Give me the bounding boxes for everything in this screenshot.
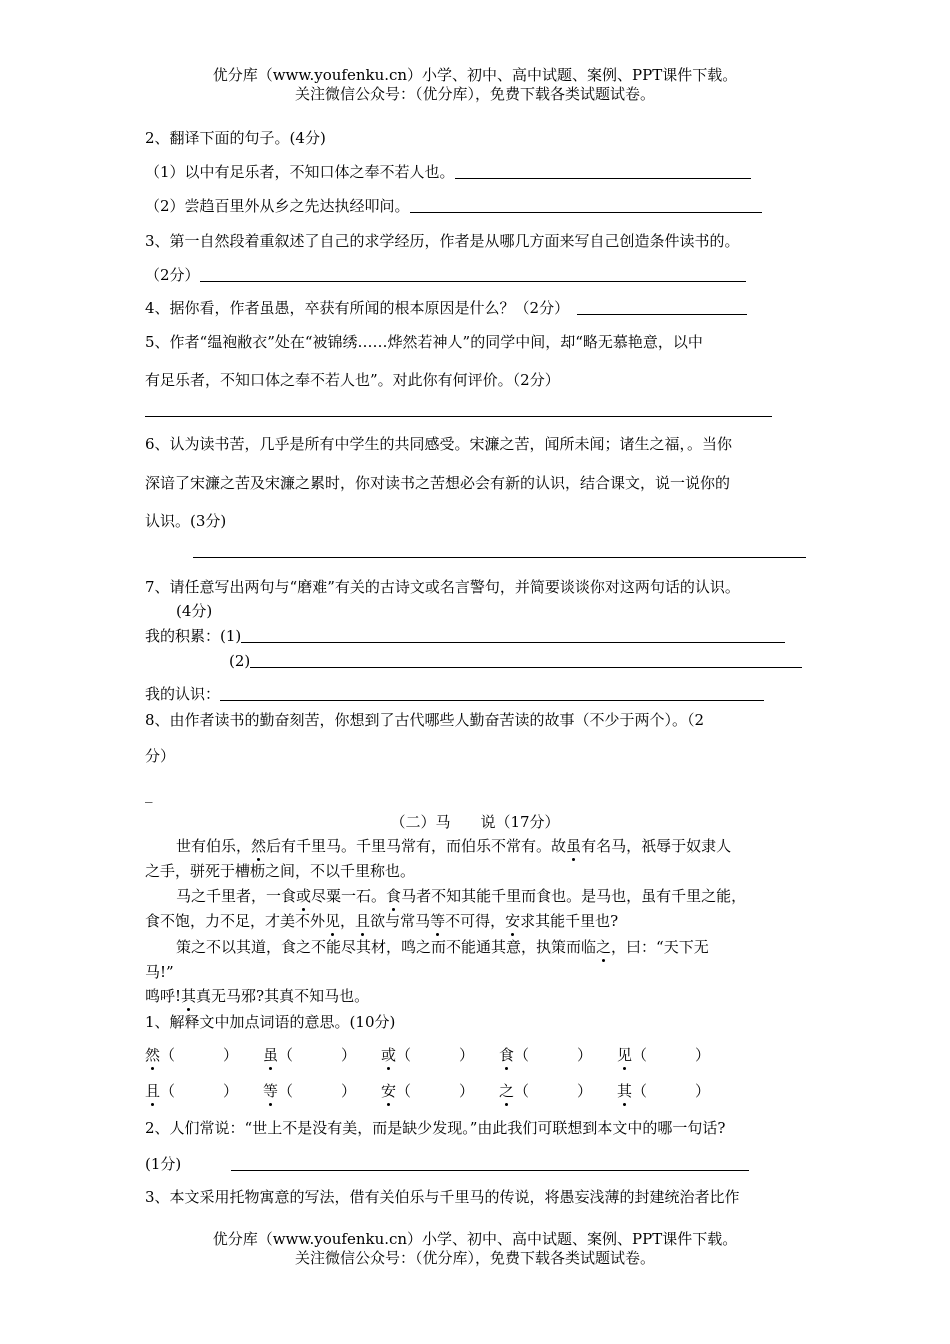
paren-open: （ [160, 1046, 176, 1064]
paren-close: ） [577, 1082, 593, 1100]
word-cell [381, 1044, 499, 1065]
part2-question-3: 3、本文采用托物寓意的写法，借有关伯乐与千里马的传说，将愚妄浅薄的封建统治者比作 [145, 1188, 740, 1206]
question-6-line-2: 深谙了宋濂之苦及宋濂之累时，你对读书之苦想必会有新的认识，结合课文，说一说你的 [145, 474, 731, 492]
question-6-line-1: 6、认为读书苦，几乎是所有中学生的共同感受。宋濂之苦，闻所未闻；诸生之福，。当你 [145, 435, 733, 453]
paren-close: ） [459, 1082, 475, 1100]
question-2-1-text: （1）以中有足乐者，不知口体之奉不若人也。 [145, 163, 455, 181]
dotted-word: 食 [499, 1046, 515, 1064]
text: 马者不知其能千里而食也。是马也，虽有千里之能， [401, 887, 747, 905]
text: 欲与常马 [370, 912, 431, 930]
question-6-line-3: 认识。(3分) [145, 512, 227, 530]
text: 策之不以其道，食之不能尽其材，鸣之而不能通其意，执策而临 [176, 938, 597, 956]
answer-line[interactable] [220, 685, 764, 701]
question-7-view [145, 684, 764, 704]
paren-open: （ [160, 1082, 176, 1100]
question-2-2 [145, 196, 762, 216]
answer-line[interactable] [455, 163, 751, 179]
paren-open: （ [632, 1046, 648, 1064]
part2-question-1: 1、解释文中加点词语的意思。(10分) [145, 1013, 396, 1031]
question-5-line-1: 5、作者“缊袍敝衣”处在“被锦绣……烨然若神人”的同学中间，却“略无慕艳意，以中 [145, 333, 703, 351]
answer-line[interactable] [145, 416, 772, 417]
dotted-word: 且 [145, 1082, 161, 1100]
dotted-word: 且 [355, 912, 371, 930]
stray-underscore: _ [145, 785, 153, 803]
paren-close: ） [223, 1082, 239, 1100]
part2-question-2: 2、人们常说：“世上不是没有美，而是缺少发现。”由此我们可联想到本文中的哪一句话? [145, 1119, 726, 1137]
header-line-1: 优分库（www.youfenku.cn）小学、初中、高中试题、案例、PPT课件下载。 [212, 66, 738, 84]
paren-open: （ [514, 1046, 530, 1064]
word-row-2 [145, 1080, 735, 1101]
text: 尽粟一石。 [311, 887, 387, 905]
accumulation-label: 我的积累： [145, 627, 221, 645]
answer-line[interactable] [577, 299, 747, 315]
word-cell [617, 1044, 735, 1065]
text: 求其能千里也? [520, 912, 619, 930]
question-3-score: （2分） [145, 266, 200, 284]
question-4-text: 4、据你看，作者虽愚，卒获有所闻的根本原因是什么？（2分） [145, 299, 570, 317]
section-title: （二）马 说（17分） [390, 813, 560, 831]
word-cell [381, 1080, 499, 1101]
question-3: 3、第一自然段着重叙述了自己的求学经历，作者是从哪几方面来写自己创造条件读书的。 [145, 232, 740, 250]
passage-p1-line-2: 之手，骈死于槽枥之间，不以千里称也。 [145, 862, 416, 880]
dotted-word: 虽 [566, 837, 582, 855]
passage-p2-line-1 [176, 886, 746, 906]
text: 鸣呼! [145, 987, 182, 1005]
paren-close: ） [695, 1082, 711, 1100]
dotted-word: 其 [181, 987, 197, 1005]
answer-line[interactable] [241, 627, 785, 643]
word-cell [499, 1044, 617, 1065]
item-number-1: (1) [220, 627, 242, 645]
answer-line[interactable] [250, 652, 802, 668]
dotted-word: 等 [263, 1082, 279, 1100]
paren-close: ） [341, 1046, 357, 1064]
dotted-word: 食 [386, 887, 402, 905]
word-cell [263, 1044, 381, 1065]
footer-line-2: 关注微信公众号：（优分库），免费下载各类试题试卷。 [294, 1249, 655, 1267]
part2-question-2-answer [145, 1154, 749, 1174]
passage-p2-line-2 [145, 911, 618, 931]
dotted-word: 或 [381, 1046, 397, 1064]
question-7-line-2: (4分) [176, 602, 213, 620]
word-cell [145, 1080, 263, 1101]
text: 马之千里者，一食 [176, 887, 297, 905]
dotted-word: 之 [499, 1082, 515, 1100]
dotted-word: 然 [251, 837, 267, 855]
passage-p1-line-1 [176, 836, 731, 856]
text: 真无马邪?其真不知马也。 [196, 987, 370, 1005]
dotted-word: 然 [145, 1046, 161, 1064]
footer-line-1: 优分库（www.youfenku.cn）小学、初中、高中试题、案例、PPT课件下载。 [212, 1230, 738, 1248]
text: 食不饱，力不足，才美不外 [145, 912, 326, 930]
paren-open: （ [396, 1046, 412, 1064]
dotted-word: 见 [325, 912, 341, 930]
text: ， [340, 912, 356, 930]
dotted-word: 或 [296, 887, 312, 905]
answer-line[interactable] [410, 197, 762, 213]
question-8-line-1: 8、由作者读书的勤奋刻苦，你想到了古代哪些人勤奋苦读的故事（不少于两个）。（2 [145, 711, 705, 729]
paren-close: ） [341, 1082, 357, 1100]
dotted-word: 之 [596, 938, 612, 956]
question-4 [145, 298, 747, 318]
dotted-word: 安 [505, 912, 521, 930]
text: 世有伯乐， [176, 837, 252, 855]
paren-open: （ [632, 1082, 648, 1100]
text: 有名马，祇辱于奴隶人 [581, 837, 732, 855]
answer-line[interactable] [193, 557, 806, 558]
question-7-accumulation-1 [145, 626, 785, 646]
text: ，曰：“天下无 [611, 938, 709, 956]
item-number-2: (2) [229, 652, 251, 670]
paren-open: （ [278, 1046, 294, 1064]
paren-open: （ [514, 1082, 530, 1100]
paren-close: ） [223, 1046, 239, 1064]
dotted-word: 其 [617, 1082, 633, 1100]
text: 不可得， [445, 912, 506, 930]
question-2-2-text: （2）尝趋百里外从乡之先达执经叩问。 [145, 197, 410, 215]
paren-open: （ [278, 1082, 294, 1100]
text: 后有千里马。千里马常有，而伯乐不常有。故 [266, 837, 567, 855]
question-7-line-1: 7、请任意写出两句与“磨难”有关的古诗文或名言警句，并简要谈谈你对这两句话的认识。 [145, 578, 740, 596]
dotted-word: 虽 [263, 1046, 279, 1064]
dotted-word: 等 [430, 912, 446, 930]
word-cell [499, 1080, 617, 1101]
question-5-line-2: 有足乐者，不知口体之奉不若人也”。对此你有何评价。（2分） [145, 371, 560, 389]
answer-line[interactable] [200, 266, 746, 282]
word-cell [145, 1044, 263, 1065]
passage-p4 [145, 986, 369, 1006]
word-cell [263, 1080, 381, 1101]
question-3-answer [145, 265, 746, 285]
word-row-1 [145, 1044, 735, 1065]
passage-p3-line-2: 马!” [145, 963, 174, 981]
view-label: 我的认识： [145, 685, 221, 703]
paren-close: ） [459, 1046, 475, 1064]
answer-line[interactable] [231, 1155, 749, 1171]
question-score: (1分) [145, 1155, 182, 1173]
header-line-2: 关注微信公众号：（优分库），免费下载各类试题试卷。 [294, 85, 655, 103]
passage-p3-line-1 [176, 937, 709, 957]
word-cell [617, 1080, 735, 1101]
paren-close: ） [577, 1046, 593, 1064]
question-2-1 [145, 162, 751, 182]
paren-open: （ [396, 1082, 412, 1100]
paren-close: ） [695, 1046, 711, 1064]
dotted-word: 安 [381, 1082, 397, 1100]
question-8-line-2: 分） [145, 747, 176, 765]
question-7-accumulation-2 [229, 651, 802, 671]
question-2: 2、翻译下面的句子。(4分) [145, 129, 326, 147]
dotted-word: 见 [617, 1046, 633, 1064]
